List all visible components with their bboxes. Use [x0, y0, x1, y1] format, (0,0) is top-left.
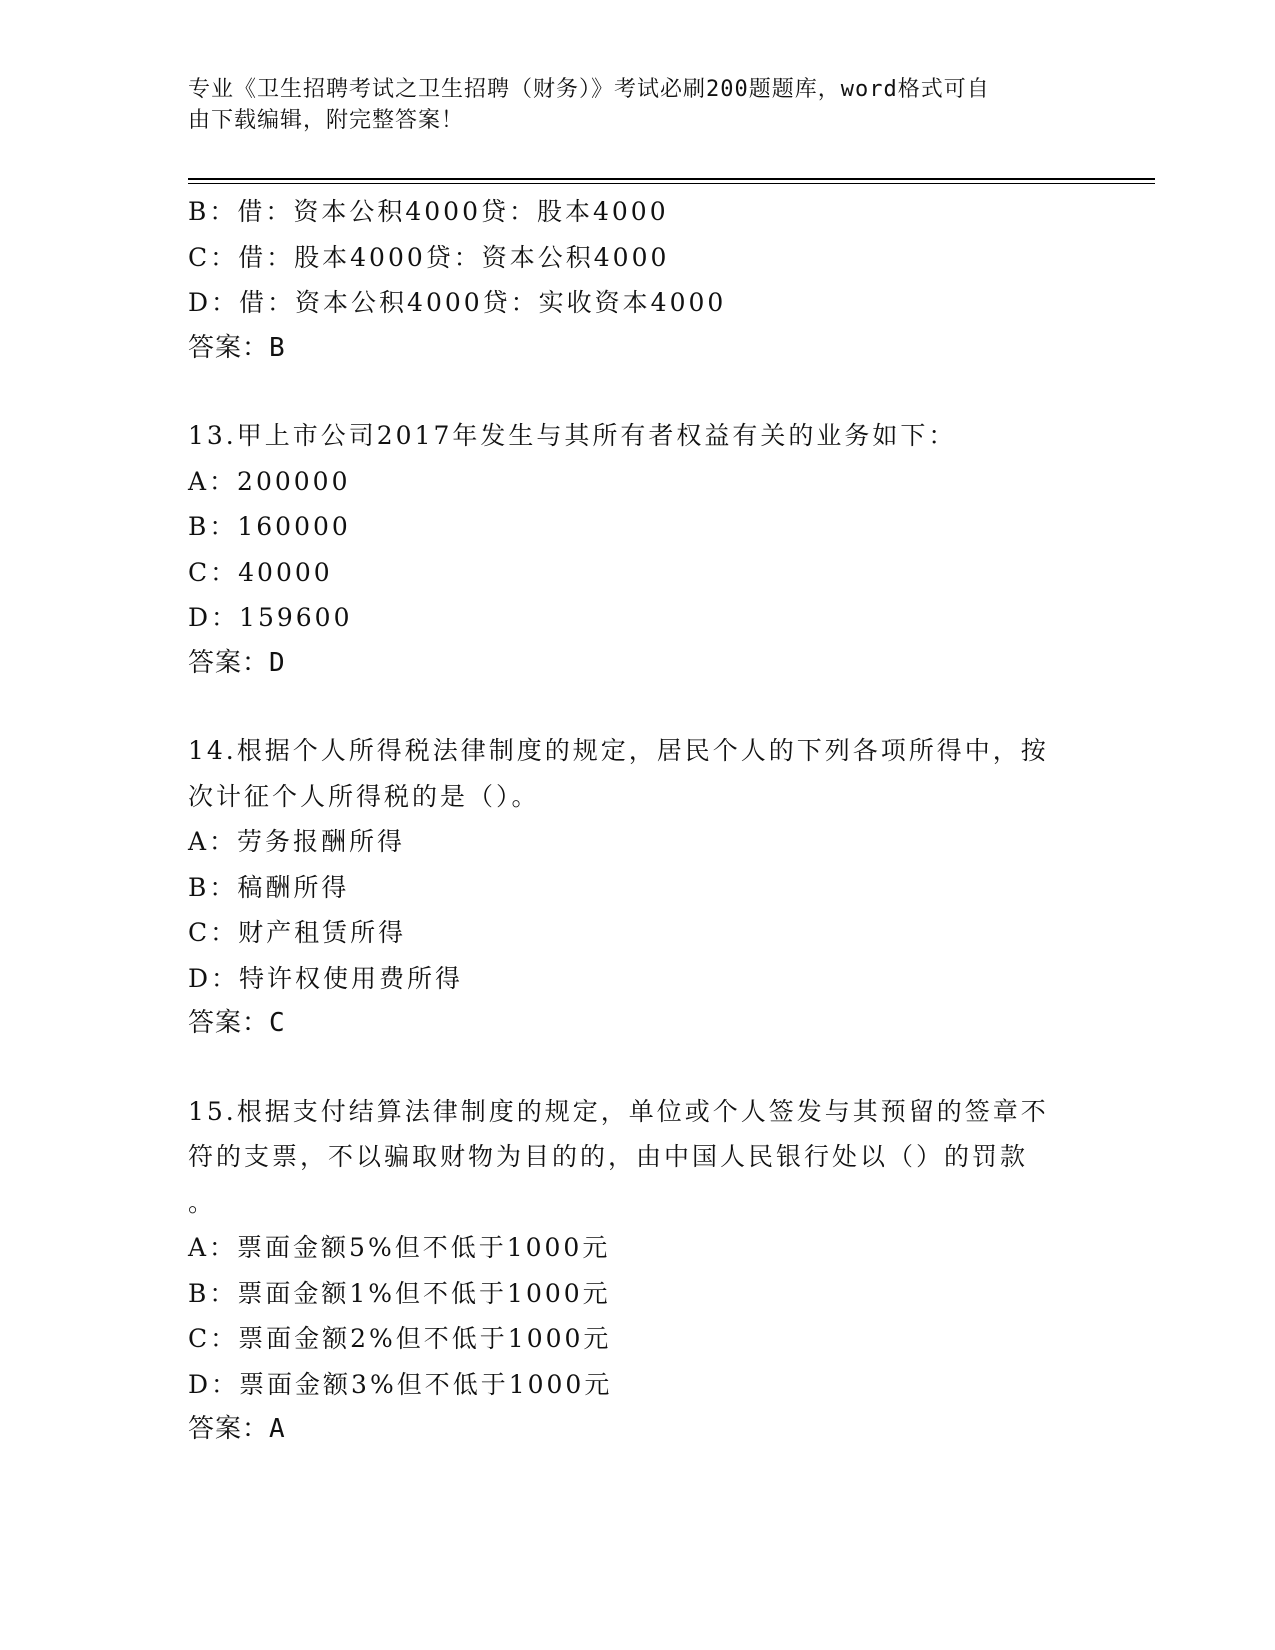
- option-c: C：财产租赁所得: [188, 918, 407, 947]
- question-14: [188, 728, 1088, 1047]
- question-13: [188, 413, 1088, 686]
- option-d: D：159600: [188, 603, 353, 632]
- question-15: [188, 1089, 1088, 1453]
- question-list: [188, 189, 1088, 1453]
- question-stem-line-3: 。: [188, 1187, 217, 1217]
- option-d: D：特许权使用费所得: [188, 963, 464, 993]
- question-stem-line-1: 15.根据支付结算法律制度的规定，单位或个人签发与其预留的签章不: [188, 1096, 1049, 1126]
- question-12-tail: [188, 189, 1088, 371]
- option-c: C：借：股本4000贷：资本公积4000: [188, 242, 670, 272]
- option-c: C：40000: [188, 557, 333, 587]
- question-stem: 13.甲上市公司2017年发生与其所有者权益有关的业务如下：: [188, 421, 957, 450]
- option-c: C：票面金额2%但不低于1000元: [188, 1324, 612, 1353]
- option-a: A：劳务报酬所得: [188, 827, 406, 856]
- question-stem-line-2: 符的支票，不以骗取财物为目的的，由中国人民银行处以（）的罚款: [188, 1142, 1029, 1171]
- header-line-1: 专业《卫生招聘考试之卫生招聘（财务）》考试必刷200题题库，word格式可自: [188, 77, 990, 102]
- question-stem-line-1: 14.根据个人所得税法律制度的规定，居民个人的下列各项所得中，按: [188, 736, 1049, 765]
- answer-line: 答案：B: [188, 332, 286, 363]
- answer-line: 答案：A: [188, 1414, 286, 1444]
- option-a: A：票面金额5%但不低于1000元: [188, 1233, 611, 1262]
- option-d: D：借：资本公积4000贷：实收资本4000: [188, 288, 727, 317]
- option-b: B：借：资本公积4000贷：股本4000: [188, 197, 669, 226]
- option-b: B：160000: [188, 512, 351, 541]
- header-line-2: 由下载编辑，附完整答案！: [188, 108, 465, 133]
- document-header: [188, 74, 1068, 136]
- answer-line: 答案：C: [188, 1008, 286, 1038]
- option-d: D：票面金额3%但不低于1000元: [188, 1369, 613, 1399]
- question-stem-line-2: 次计征个人所得税的是（）。: [188, 781, 540, 811]
- option-b: B：稿酬所得: [188, 872, 350, 902]
- header-divider: [188, 178, 1155, 184]
- answer-line: 答案：D: [188, 647, 286, 678]
- option-a: A：200000: [188, 466, 351, 496]
- option-b: B：票面金额1%但不低于1000元: [188, 1278, 611, 1308]
